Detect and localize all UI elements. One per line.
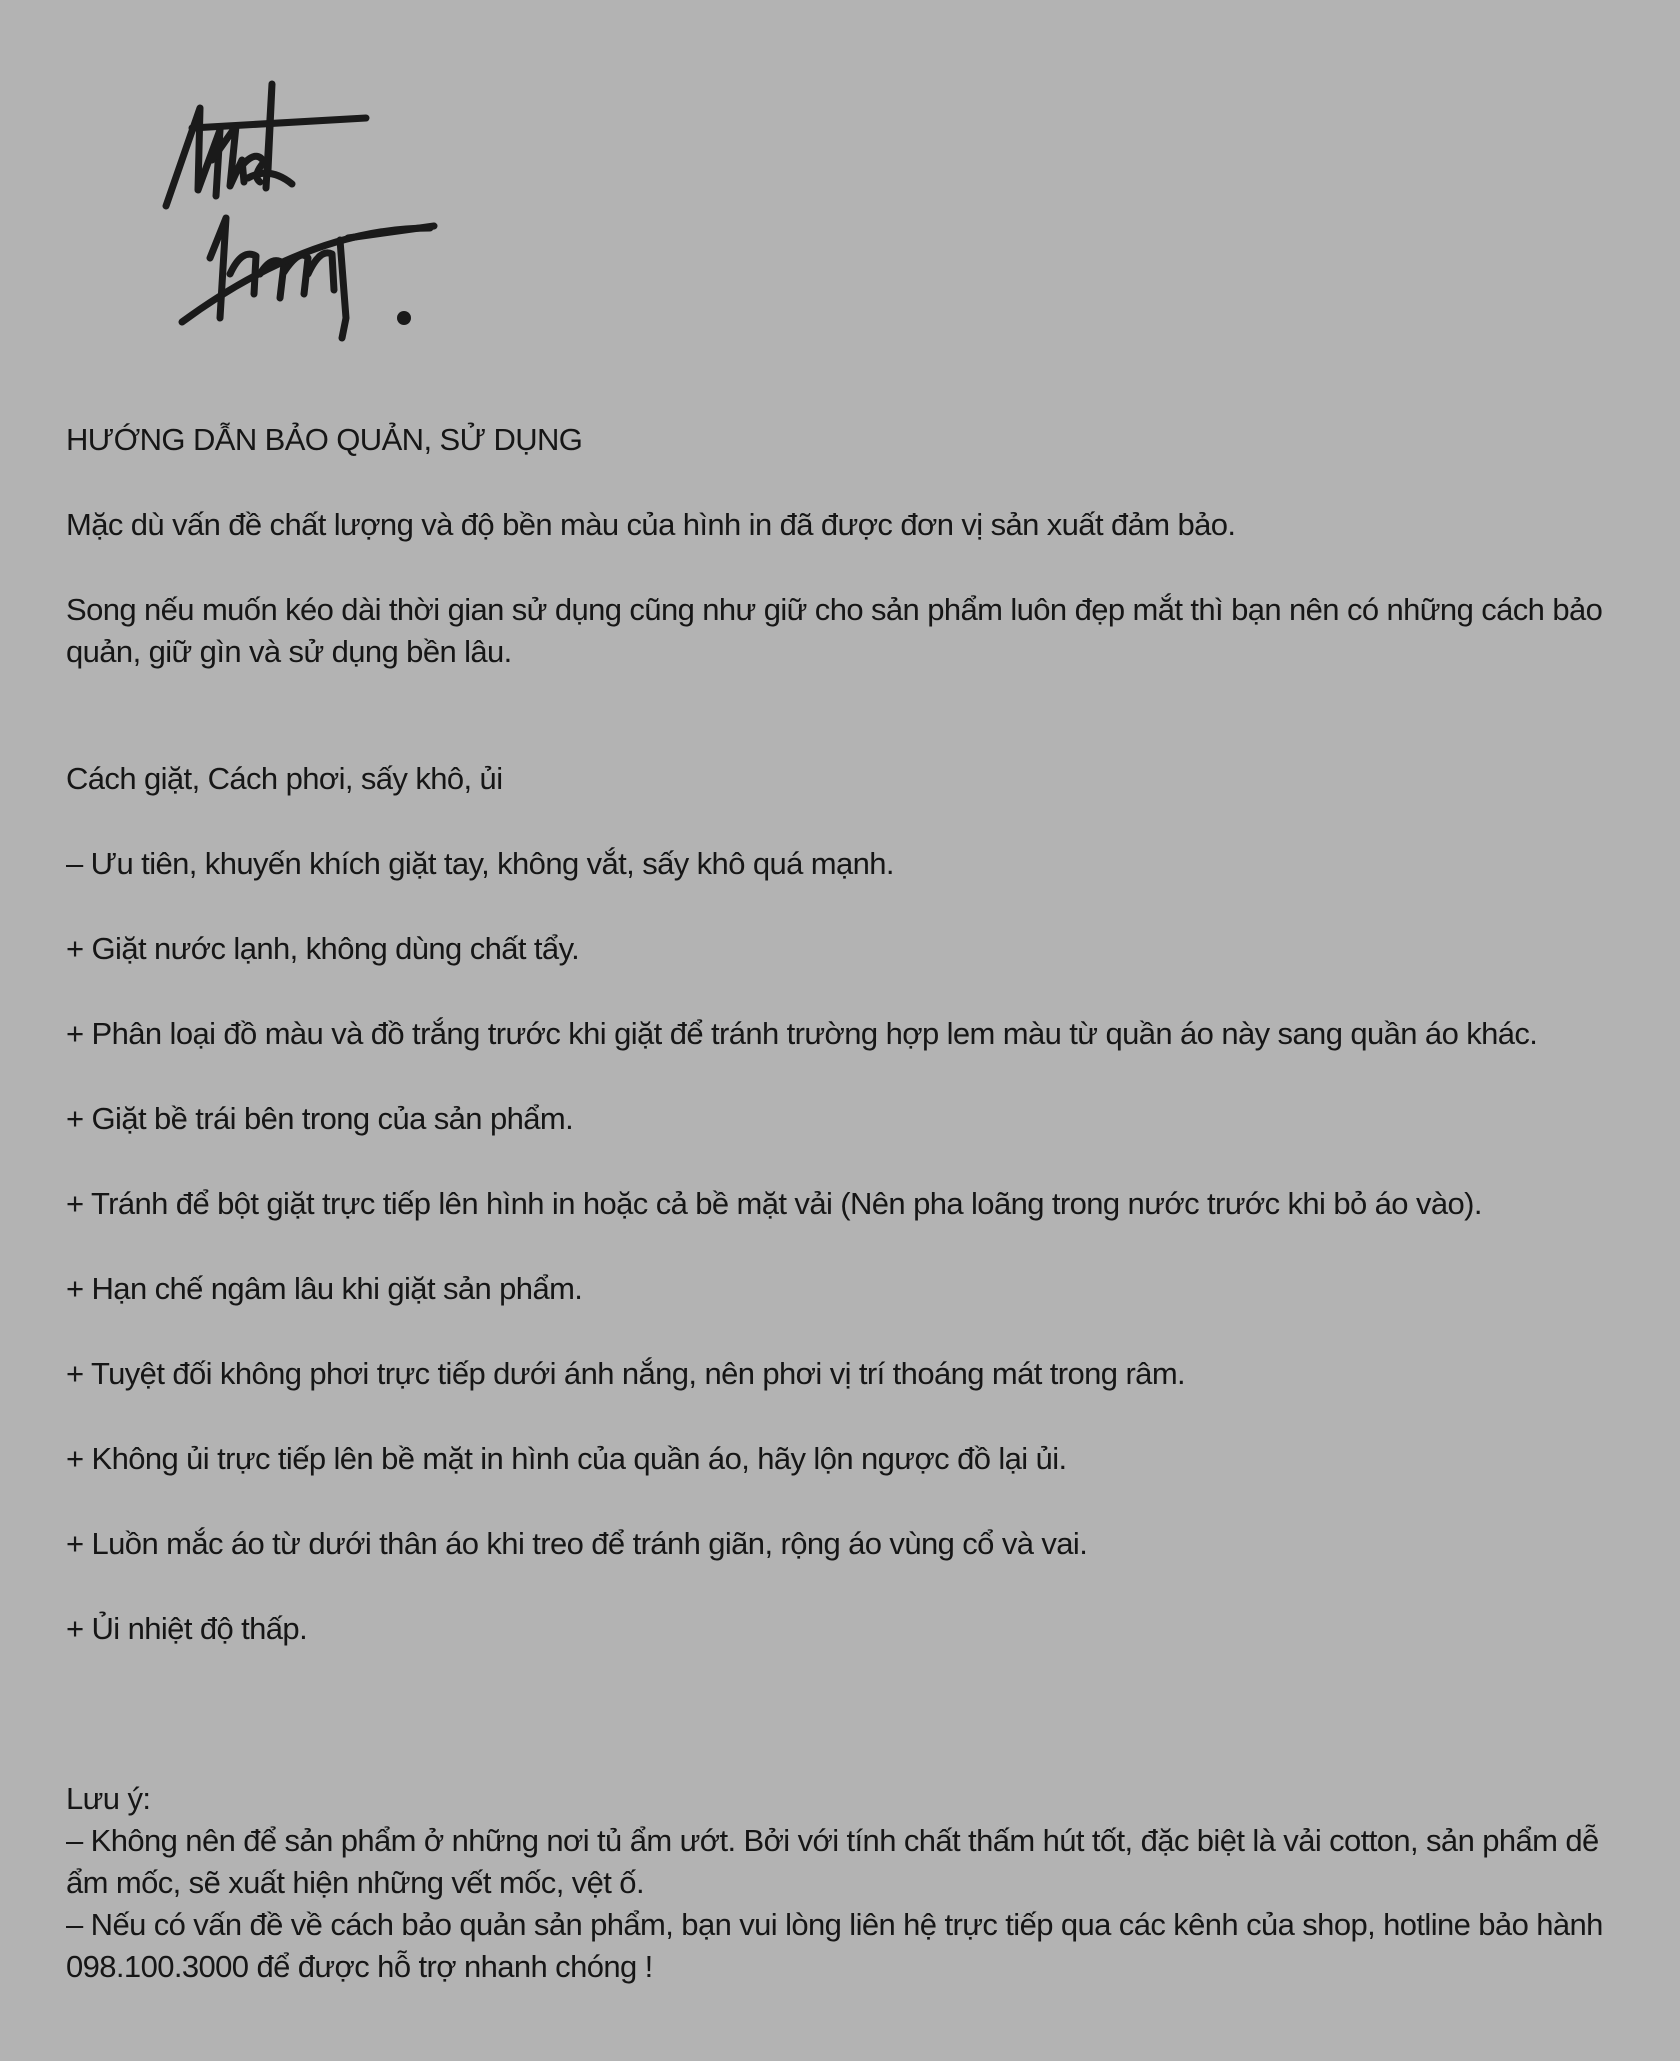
note-item: – Nếu có vấn đề về cách bảo quản sản phẩm, bạn vui lòng liên hệ trực tiếp qua các kênh của shop, hotline bảo hành 098.100.3000 để được hỗ trợ nhanh chóng !	[66, 1907, 1603, 1984]
care-item: + Giặt bề trái bên trong của sản phẩm.	[66, 1101, 574, 1136]
care-item: + Không ủi trực tiếp lên bề mặt in hình của quần áo, hãy lộn ngược đồ lại ủi.	[66, 1441, 1067, 1476]
notes-title: Lưu ý:	[66, 1781, 151, 1816]
care-item: – Ưu tiên, khuyến khích giặt tay, không vắt, sấy khô quá mạnh.	[66, 846, 894, 881]
care-item: + Giặt nước lạnh, không dùng chất tẩy.	[66, 931, 580, 966]
care-item: + Phân loại đồ màu và đồ trắng trước khi giặt để tránh trường hợp lem màu từ quần áo này sang quần áo khác.	[66, 1016, 1538, 1051]
page-title: HƯỚNG DẪN BẢO QUẢN, SỬ DỤNG	[66, 422, 583, 457]
care-item: + Tuyệt đối không phơi trực tiếp dưới ánh nắng, nên phơi vị trí thoáng mát trong râm.	[66, 1356, 1186, 1391]
care-item: + Tránh để bột giặt trực tiếp lên hình in hoặc cả bề mặt vải (Nên pha loãng trong nước trước khi bỏ áo vào).	[66, 1186, 1482, 1221]
note-item: – Không nên để sản phẩm ở những nơi tủ ẩm ướt. Bởi với tính chất thấm hút tốt, đặc biệt là vải cotton, sản phẩm dễ ẩm mốc, sẽ xuất hiện những vết mốc, vệt ố.	[66, 1823, 1599, 1900]
section-title: Cách giặt, Cách phơi, sấy khô, ủi	[66, 761, 503, 796]
brand-logo	[160, 78, 450, 350]
intro-paragraph: Song nếu muốn kéo dài thời gian sử dụng cũng như giữ cho sản phẩm luôn đẹp mắt thì bạn nên có những cách bảo quản, giữ gìn và sử dụng bền lâu.	[66, 592, 1603, 669]
intro-paragraph: Mặc dù vấn đề chất lượng và độ bền màu của hình in đã được đơn vị sản xuất đảm bảo.	[66, 507, 1236, 542]
signature-logo-icon	[160, 78, 450, 350]
brand-logo-text	[160, 350, 161, 351]
care-item: + Luồn mắc áo từ dưới thân áo khi treo để tránh giãn, rộng áo vùng cổ và vai.	[66, 1526, 1088, 1561]
care-item: + Hạn chế ngâm lâu khi giặt sản phẩm.	[66, 1271, 583, 1306]
care-guide	[66, 419, 1626, 1988]
care-item: + Ủi nhiệt độ thấp.	[66, 1611, 308, 1646]
